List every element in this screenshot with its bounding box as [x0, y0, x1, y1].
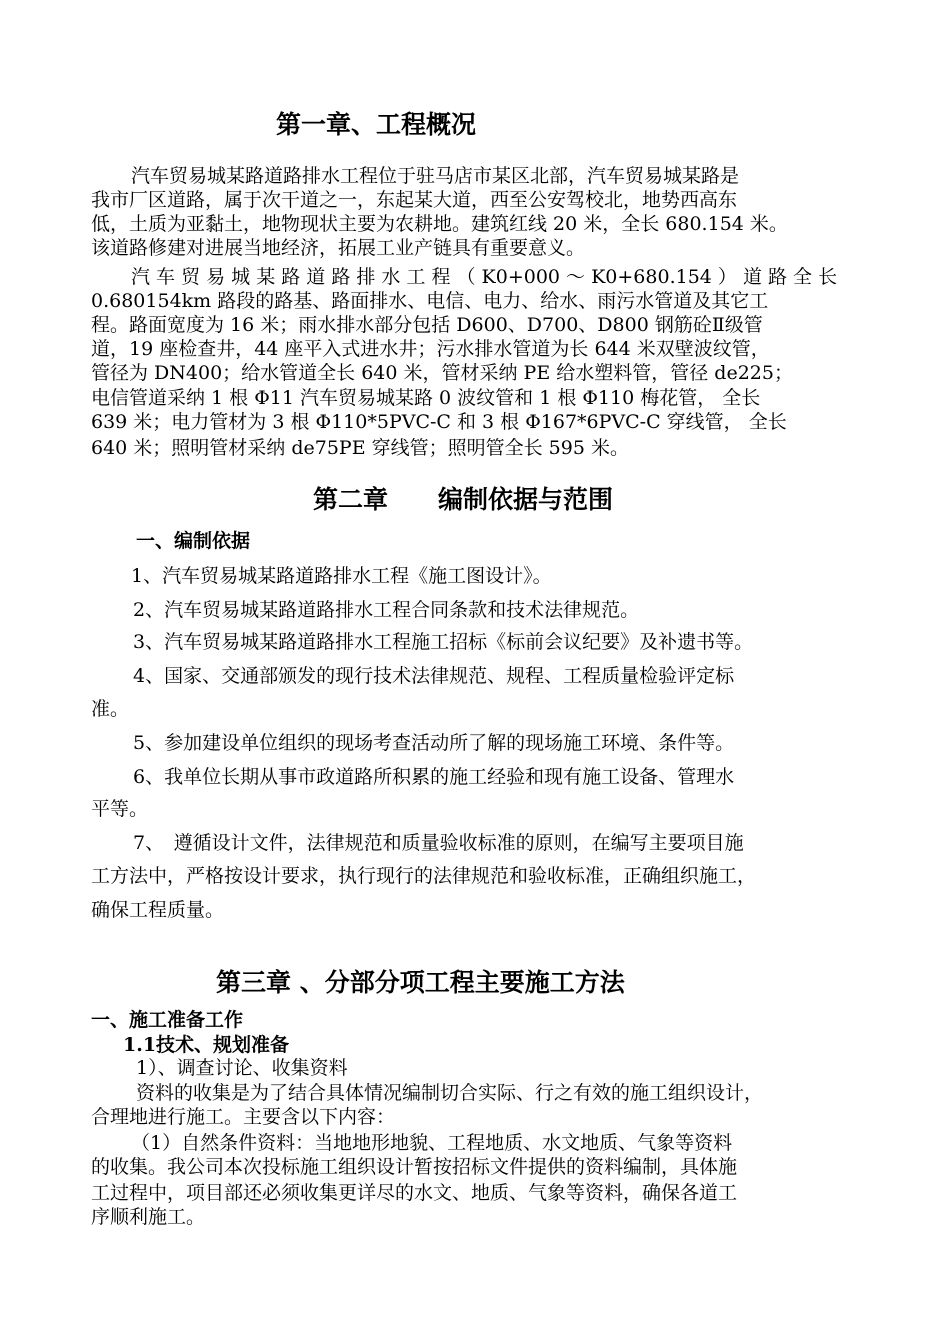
- ch1-p2-line-7: 639 米；电力管材为 3 根 Φ110*5PVC-C 和 3 根 Φ167*6PVC-C 穿线管， 全长: [91, 411, 787, 433]
- ch2-item-7-line-2: 工方法中，严格按设计要求，执行现行的法律规范和验收标准，正确组织施工，: [91, 865, 757, 887]
- chapter-1-title: 第一章、工程概况: [276, 110, 477, 139]
- ch2-item-2: 2、汽车贸易城某路道路排水工程合同条款和技术法律规范。: [133, 599, 640, 621]
- ch2-item-4-line-1: 4、国家、交通部颁发的现行技术法律规范、规程、工程质量检验评定标: [133, 665, 735, 687]
- ch1-p2-line-2: 0.680154km 路段的路基、路面排水、电信、电力、给水、雨污水管道及其它工: [91, 290, 769, 312]
- ch1-p2-line-8: 640 米；照明管材采纳 de75PE 穿线管；照明管全长 595 米。: [91, 437, 629, 459]
- ch3-subheading-2: 1.1技术、规划准备: [123, 1034, 290, 1056]
- ch2-item-7-line-3: 确保工程质量。: [91, 899, 225, 921]
- ch3-p1-line-2: 合理地进行施工。主要含以下内容：: [91, 1106, 396, 1128]
- ch1-p2-line-4: 道，19 座检查井，44 座平入式进水井；污水排水管道为长 644 米双壁波纹管，: [91, 338, 770, 360]
- ch1-p2-line-1: 汽 车 贸 易 城 某 路 道 路 排 水 工 程 （ K0+000 ～ K0+680.154 ） 道 路 全 长: [131, 266, 838, 288]
- ch1-p2-line-3: 程。路面宽度为 16 米；雨水排水部分包括 D600、D700、D800 钢筋砼Ⅱ级管: [91, 314, 763, 336]
- chapter-2-title: 第二章 编制依据与范围: [313, 485, 614, 514]
- ch3-p1-line-1: 资料的收集是为了结合具体情况编制切合实际、行之有效的施工组织设计，: [136, 1082, 764, 1104]
- ch1-p1-line-2: 我市厂区道路，属于次干道之一，东起某大道，西至公安驾校北，地势西高东: [91, 189, 738, 211]
- ch2-item-5: 5、参加建设单位组织的现场考查活动所了解的现场施工环境、条件等。: [133, 732, 735, 754]
- ch1-p1-line-1: 汽车贸易城某路道路排水工程位于驻马店市某区北部，汽车贸易城某路是: [131, 165, 740, 187]
- ch2-item-6-line-2: 平等。: [91, 798, 149, 820]
- ch3-p2-line-2: 的收集。我公司本次投标施工组织设计暂按招标文件提供的资料编制，具体施: [91, 1156, 738, 1178]
- ch3-item-1: 1）、调查讨论、收集资料: [136, 1057, 348, 1079]
- ch1-p2-line-5: 管径为 DN400；给水管道全长 640 米，管材采纳 PE 给水塑料管，管径 de225；: [91, 362, 793, 384]
- ch3-subheading-1: 一、施工准备工作: [91, 1009, 244, 1031]
- ch1-p2-line-6: 电信管道采纳 1 根 Φ11 汽车贸易城某路 0 波纹管和 1 根 Φ110 梅花管， 全长: [91, 387, 761, 409]
- ch3-p2-line-4: 序顺利施工。: [91, 1206, 206, 1228]
- ch1-p1-line-3: 低，土质为亚黏土，地物现状主要为农耕地。建筑红线 20 米，全长 680.154 米。: [91, 213, 788, 235]
- ch2-subheading: 一、编制依据: [136, 530, 251, 552]
- ch2-item-6-line-1: 6、我单位长期从事市政道路所积累的施工经验和现有施工设备、管理水: [133, 766, 735, 788]
- ch2-item-4-line-2: 准。: [91, 698, 130, 720]
- chapter-3-title: 第三章 、分部分项工程主要施工方法: [216, 968, 625, 997]
- ch2-item-3: 3、汽车贸易城某路道路排水工程施工招标《标前会议纪要》及补遗书等。: [133, 631, 754, 653]
- ch3-p2-line-3: 工过程中，项目部还必须收集更详尽的水文、地质、气象等资料，确保各道工: [91, 1182, 738, 1204]
- ch1-p1-line-4: 该道路修建对进展当地经济，拓展工业产链具有重要意义。: [91, 237, 586, 259]
- ch2-item-1: 1、汽车贸易城某路道路排水工程《施工图设计》。: [131, 565, 552, 587]
- ch3-p2-line-1: （1）自然条件资料：当地地形地貌、工程地质、水文地质、气象等资料: [131, 1132, 733, 1154]
- ch2-item-7-line-1: 7、 遵循设计文件，法律规范和质量验收标准的原则，在编写主要项目施: [133, 832, 744, 854]
